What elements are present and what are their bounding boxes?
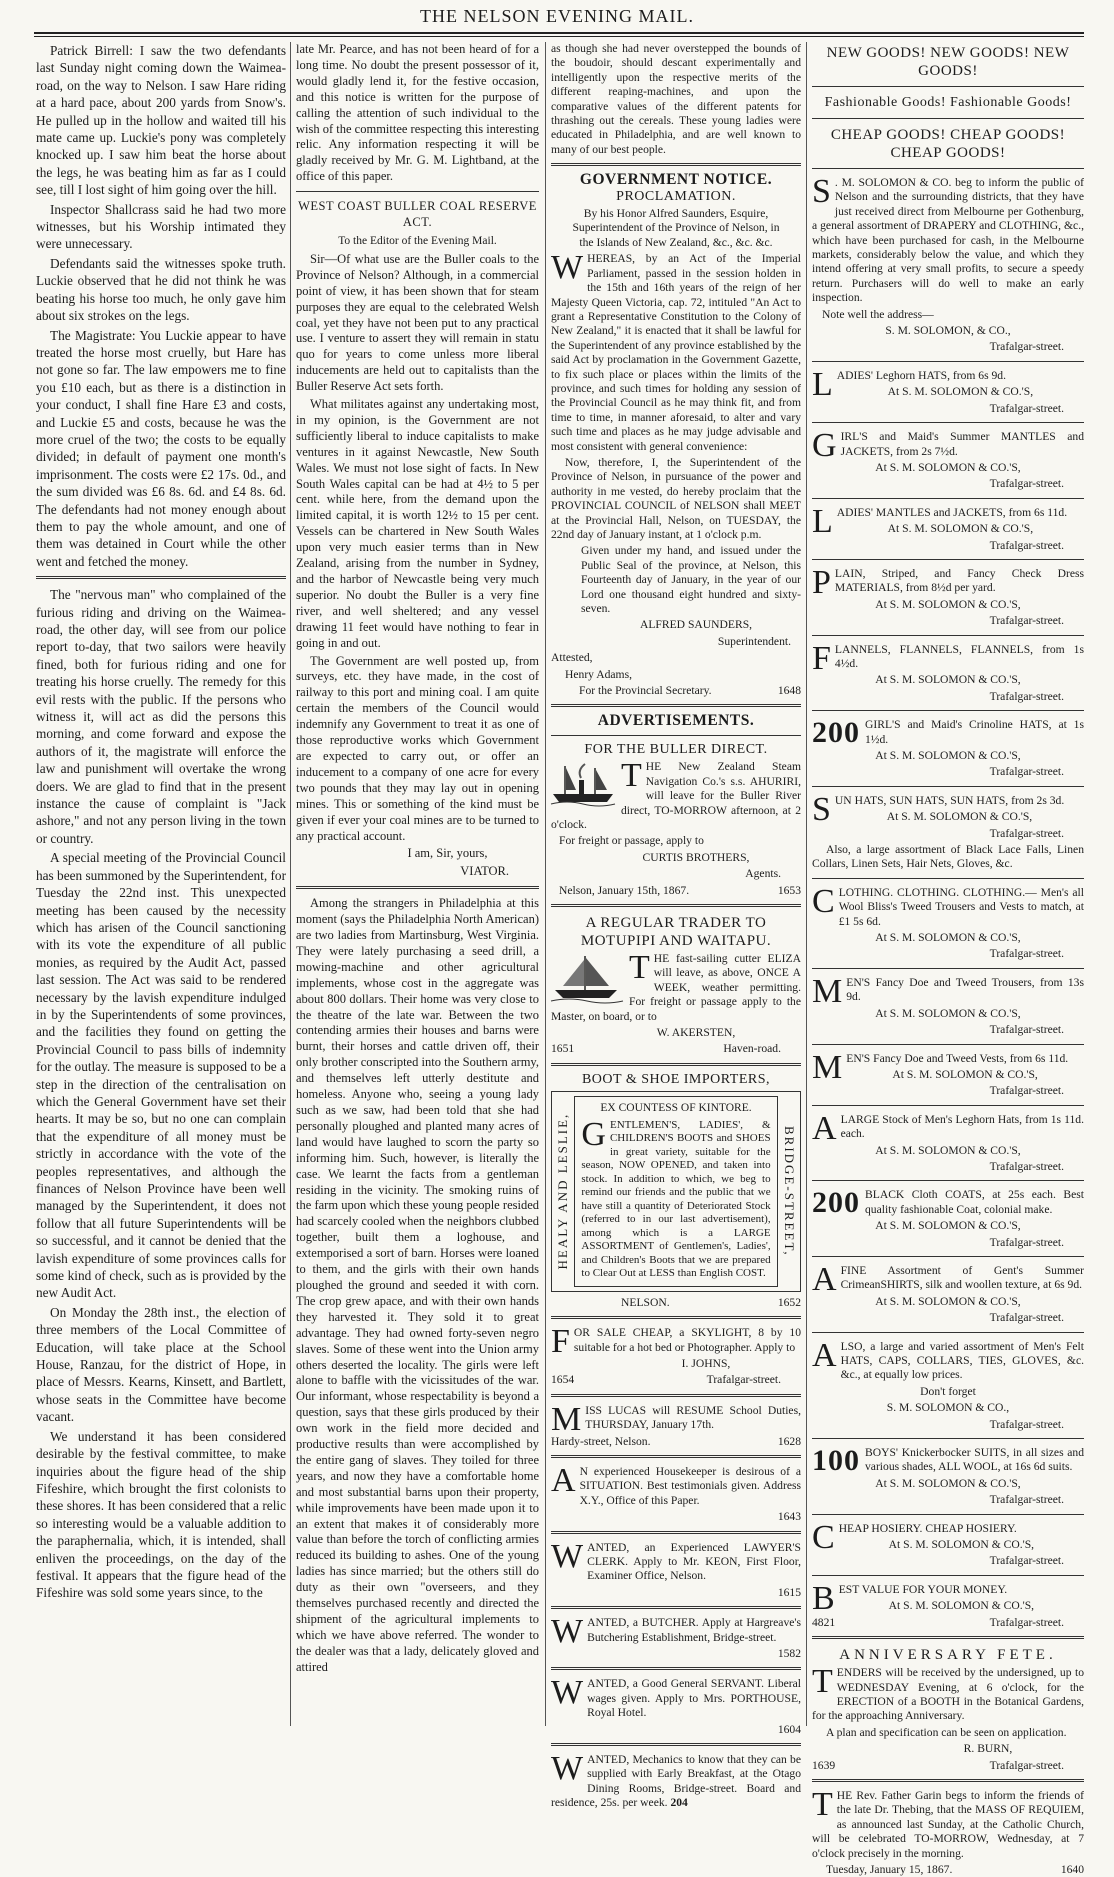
drop-cap: G xyxy=(581,1115,606,1153)
solomon-ad xyxy=(812,1109,1084,1175)
ad-at: At S. M. SOLOMON & CO.'S, xyxy=(892,1067,1038,1081)
ad-number: 1639 xyxy=(812,1758,836,1772)
section-rule xyxy=(812,1256,1084,1257)
solomon-intro xyxy=(812,173,1084,306)
section-rule xyxy=(812,878,1084,879)
solomon-address: S. M. SOLOMON, & CO., xyxy=(885,324,1011,338)
ad-street: Trafalgar-street. xyxy=(989,1023,1064,1037)
solomon-ad xyxy=(812,1336,1084,1432)
drop-cap: F xyxy=(812,639,831,677)
solomon-ad xyxy=(812,1518,1084,1569)
article-paragraph: A special meeting of the Provincial Council has been summoned by the Superintendent, for Tuesday the 22nd inst. This unexpected meeting has been caused by the necessity which has arisen of the Council sanctioning with its vote the expenditure of all public monies, as required by the Audit Act, passed last session. The Act was said to be rendered necessary by the lavish expenditure indulged in by the Superintendents of some provinces, and the facilities they found on getting the Provincial Council to pass bills of indemnity for the outlay. The measure is supposed to be a step in the direction of the centralisation on which the General Government have set their hearts. It may be so, but no one can complain that the expenditure of all money must be strictly in accordance with the vote of the peoples representatives, and although the finances of Nelson Province have been well managed by the Superintendent, it does not follow that all future Superintendents will be so successful, and it cannot be denied that the lavish expenditure of some provinces calls for some kind of check, such as is provided by the new Audit Act. xyxy=(36,850,286,1301)
section-rule xyxy=(812,1636,1084,1639)
ad-street: Trafalgar-street. xyxy=(989,765,1064,779)
drop-cap: B xyxy=(812,1579,835,1617)
ad-number: 1648 xyxy=(777,684,801,698)
ad-text: LSO, a large and varied assortment of Men's Felt HATS, CAPS, COLLARS, TIES, GLOVES, &c. &c., at equally low prices. xyxy=(840,1339,1084,1382)
letter-paragraph: What militates against any undertaking most, in my opinion, is the Government are not sufficiently liberal to induce capitalists to make ventures in it against Newcastle, New South Wales. We must not lose sight of facts. In New South Wales capital can be had at 4½ to 5 per cent. while here, from the demand upon the limited capital, it is worth 12½ to 15 per cent. Vessels can be chartered in New South Wales upon very much easier terms than in New Zealand, arising from the number in Sydney, and the harbor of Newcastle being very much superior. No doubt the Buller is a very fine river, and well sheltered; and any vessel drawing 11 feet would have nothing to fear in going in and out. xyxy=(296,397,539,650)
fete-text: ENDERS will be received by the undersigned, up to WEDNESDAY Evening, at 6 o'clock, for the ERECTION of a BOOTH in the Botanical Gardens, for the approaching Anniversary. xyxy=(812,1666,1084,1723)
section-rule xyxy=(812,1332,1084,1333)
drop-cap: C xyxy=(812,1518,835,1556)
buller-ad xyxy=(551,757,801,832)
ad-number: 1640 xyxy=(1060,1862,1084,1876)
ad-street: Trafalgar-street. xyxy=(989,1235,1064,1249)
section-rule xyxy=(812,422,1084,423)
fashionable-heading: Fashionable Goods! Fashionable Goods! xyxy=(824,95,1072,110)
ad-text: BOYS' Knickerbocker SUITS, in all sizes and various shades, ALL WOOL, at 16s 6d suits. xyxy=(865,1446,1084,1474)
ad-text: FINE Assortment of Gent's Summer CrimeanSHIRTS, silk and woollen texture, at 6s 9d. xyxy=(840,1263,1084,1292)
ad-at: At S. M. SOLOMON & CO.'S, xyxy=(888,1599,1035,1613)
ad-street: Trafalgar-street. xyxy=(989,1159,1064,1173)
sailing-ship-icon xyxy=(551,954,623,1006)
trader-ad xyxy=(551,948,801,1024)
requiem-text: HE Rev. Father Garin begs to inform the friends of the late Dr. Thebing, that the MASS OF REQUIEM, as announced last Sunday, at the Catholic Church, will be celebrated TO-MORROW, Wednesday, at 7 o'clock precisely in the morning. xyxy=(812,1788,1084,1860)
section-rule xyxy=(551,1455,801,1458)
section-rule xyxy=(812,1105,1084,1106)
solomon-ad xyxy=(812,365,1084,416)
masthead-rule-thin xyxy=(34,36,1084,37)
address-note: Note well the address— xyxy=(822,307,934,321)
ad-number: 1615 xyxy=(777,1585,801,1599)
drop-cap: W xyxy=(551,1674,584,1712)
lawyer-text: ANTED, an Experienced LAWYER'S CLERK. Apply to Mr. KEON, First Floor, Examiner Office, Nelson. xyxy=(587,1540,801,1583)
drop-cap: T xyxy=(812,1663,833,1701)
numeral-200: 200 xyxy=(812,1186,860,1220)
ad-number: 1604 xyxy=(777,1722,801,1736)
section-rule xyxy=(812,168,1084,169)
ad-text: LAIN, Striped, and Fancy Check Dress MATERIALS, from 8½d per yard. xyxy=(834,566,1084,595)
box-text xyxy=(581,1115,771,1281)
box-side-left: HEALY AND LESLIE, xyxy=(555,1113,570,1270)
lucas-address: Hardy-street, Nelson. xyxy=(551,1434,651,1448)
section-rule xyxy=(812,786,1084,787)
trader-heading: A REGULAR TRADER TO MOTUPIPI AND WAITAPU. xyxy=(580,914,772,949)
section-rule xyxy=(812,635,1084,636)
section-rule xyxy=(812,1514,1084,1515)
ad-at: At S. M. SOLOMON & CO.'S, xyxy=(875,1476,1021,1490)
proclamation-text: HEREAS, by an Act of the Imperial Parliament, passed in the session holden in the 15th and 16th years of the reign of her Majesty Queen Victoria, cap. 72, intituled "An Act to grant a Representative Constitution to the Colony of New Zealand," it is enacted that it shall be lawful for the Superintendent of any province established by the said Act by proclamation in the Government Gazette, to fix such place or places within the limits of the province, and such times for holding any session of the Provincial Council as he may think fit, and from time to time, in manner aforesaid, to alter and vary such time and places as he may judge advisable and most consistent with general convenience: xyxy=(551,252,801,453)
drop-cap: T xyxy=(621,757,642,795)
ad-text: LARGE Stock of Men's Leghorn Hats, from 1s 11d. each. xyxy=(840,1112,1084,1141)
article-paragraph: On Monday the 28th inst., the election of three members of the Local Committee of Education, will take place at the School House, Ranzau, for the district of Hope, in place of Messrs. Kearns, Kinsett, and Bartlett, whose seats in the Committee have become vacant. xyxy=(36,1304,286,1425)
ad-at: At S. M. SOLOMON & CO.'S, xyxy=(875,1143,1021,1157)
drop-cap: C xyxy=(812,882,835,920)
buller-heading: FOR THE BULLER DIRECT. xyxy=(584,741,768,757)
skylight-text: OR SALE CHEAP, a SKYLIGHT, 8 by 10 suitable for a hot bed or Photographer. Apply to xyxy=(573,1326,801,1354)
column-divider xyxy=(290,42,291,1726)
box-side-right: BRIDGE-STREET, xyxy=(782,1126,797,1257)
proclamation-now: Now, therefore, I, the Superintendent of the Province of Nelson, in pursuance of the power and authority in me vested, do hereby proclaim that the PROVINCIAL COUNCIL of NELSON shall MEET at the Provincial Hall, Nelson, on TUESDAY, the 22nd day of January instant, at 1 o'clock p.m. xyxy=(551,455,801,541)
buller-date: Nelson, January 15th, 1867. xyxy=(559,883,690,897)
solomon-ad xyxy=(812,1188,1084,1250)
section-rule xyxy=(812,498,1084,499)
ad-number: 1651 xyxy=(551,1042,575,1056)
section-rule xyxy=(551,1531,801,1534)
ad-dont-forget: Don't forget xyxy=(920,1384,976,1398)
drop-cap: M xyxy=(812,972,843,1010)
section-rule xyxy=(551,1394,801,1397)
ad-number: 204 xyxy=(670,1796,688,1810)
section-rule xyxy=(812,1044,1084,1045)
ad-street: Trafalgar-street. xyxy=(989,947,1064,961)
ad-at: At S. M. SOLOMON & CO.'S, xyxy=(887,385,1034,399)
proclamation-signature-title: Superintendent. xyxy=(717,634,791,648)
proclamation-heading: PROCLAMATION. xyxy=(616,188,736,204)
masthead: THE NELSON EVENING MAIL. xyxy=(420,6,694,26)
solomon-street: Trafalgar-street. xyxy=(989,340,1064,354)
solomon-ad xyxy=(812,718,1084,780)
drop-cap: W xyxy=(551,1613,584,1651)
proclamation-given: Given under my hand, and issued under the Public Seal of the province, at Nelson, this Fourteenth day of January, in the year of our Lord one thousand eight hundred and sixty-seven. xyxy=(581,544,801,616)
ad-street: Trafalgar-street. xyxy=(989,1311,1064,1325)
section-rule xyxy=(812,710,1084,711)
ad-at: At S. M. SOLOMON & CO.'S, xyxy=(875,673,1021,687)
ad-text: IRL'S and Maid's Summer MANTLES and JACKETS, from 2s 7½d. xyxy=(840,430,1084,458)
housekeeper-ad xyxy=(551,1461,801,1508)
article-paragraph: Inspector Shallcrass said he had two more witnesses, but his Worship intimated they were unnecessary. xyxy=(36,201,286,252)
section-rule xyxy=(551,163,801,166)
ad-text: EN'S Fancy Doe and Tweed Vests, from 6s 11d. xyxy=(846,1051,1069,1065)
letter-paragraph: Sir—Of what use are the Buller coals to the Province of Nelson? Although, in a commercial point of view, it has been shown that for steam purposes they are equal to the celebrated Welsh coal, yet they have not been put to any practical use. I venture to assert they will remain in statu quo for years to come unless more liberal inducements are held out to capitalists than the Buller Reserve Act sets forth. xyxy=(296,251,539,394)
requiem-ad xyxy=(812,1785,1084,1861)
drop-cap: A xyxy=(812,1109,837,1147)
ad-number: 1654 xyxy=(551,1373,575,1387)
proclamation-by: By his Honor Alfred Saunders, Esquire, Superintendent of the Province of Nelson, in the Islands of New Zealand, &c., &c. &c. xyxy=(572,207,780,249)
ad-text: HEAP HOSIERY. CHEAP HOSIERY. xyxy=(838,1521,1017,1535)
ad-street: Trafalgar-street. xyxy=(989,1417,1064,1431)
ad-text: ADIES' MANTLES and JACKETS, from 6s 11d. xyxy=(836,505,1068,519)
section-rule xyxy=(551,1316,801,1319)
ad-text: UN HATS, SUN HATS, SUN HATS, from 2s 3d. xyxy=(834,793,1065,807)
section-rule xyxy=(812,968,1084,969)
ad-at: At S. M. SOLOMON & CO.'S, xyxy=(875,1006,1021,1020)
butcher-text: ANTED, a BUTCHER. Apply at Hargreave's Butchering Establishment, Bridge-street. xyxy=(587,1616,801,1644)
drop-cap: L xyxy=(812,502,833,540)
section-rule xyxy=(296,886,539,889)
buller-freight: For freight or passage, apply to xyxy=(559,834,704,848)
ad-number: 1628 xyxy=(777,1434,801,1448)
section-rule xyxy=(36,576,286,579)
housekeeper-text: N experienced Housekeeper is desirous of a SITUATION. Best testimonials given. Address X.Y., Office of this Paper. xyxy=(579,1464,801,1507)
solomon-ad xyxy=(812,882,1084,962)
article-paragraph: The "nervous man" who complained of the furious riding and driving on the Waimea-road, the other day, will see from our police report to-day, that two sailors were heavily fined, both for furious riding and one for treating his horse cruelly. The remedy for this evil rests with the public. If the persons who witness it, will act as did the persons this morning, and come forward and expose the authors of it, the magistrate will enforce the law and punishment will overtake the wrong doers. We are glad to find that in the present instance the cause of complaint is "Jack ashore," and not any person living in the town or country. xyxy=(36,587,286,846)
solomon-ad xyxy=(812,1446,1084,1508)
trader-agent: W. AKERSTEN, xyxy=(656,1025,736,1039)
letter-close: I am, Sir, yours, xyxy=(407,846,488,861)
article-paragraph: The Magistrate: You Luckie appear to have treated the horse most cruelly, but Hare has not gone so far. The law empowers me to fine you £10 each, but as there is a distinction in your conduct, I shall fine Hare £3 and costs, and Luckie £5 and costs, because he was the more cruel of the two; the costs to be equally divided; in default of payment one month's imprisonment. The costs were £2 17s. 0d., and the sum divided was £6 8s. 6d. and £4 8s. 6d. The defendants had not money enough about them to pay the whole amount, and one of them was detained in Court while the other went and fetched the money. xyxy=(36,327,286,569)
buller-agent: CURTIS BROTHERS, xyxy=(642,850,750,864)
drop-cap: F xyxy=(551,1323,570,1361)
article-paragraph: late Mr. Pearce, and has not been heard of for a long time. No doubt the present possessor of it, would gladly lend it, for the festive occasion, and this notice is written for the purpose of calling the attention of such individual to the wish of the committee respecting this interesting relic. Any information respecting it will be gladly received by Mr. G. M. Lightband, at the office of this paper. xyxy=(296,42,539,184)
ad-address: S. M. SOLOMON & CO., xyxy=(886,1401,1010,1415)
section-rule xyxy=(812,559,1084,560)
letter-addressee: To the Editor of the Evening Mail. xyxy=(338,234,497,247)
drop-cap: G xyxy=(812,427,837,465)
fete-ad xyxy=(812,1663,1084,1724)
attested-name: Henry Adams, xyxy=(565,667,632,681)
ad-number: 1652 xyxy=(777,1295,801,1309)
box-body: ENTLEMEN'S, LADIES', & CHILDREN'S BOOTS and SHOES in great variety, suitable for the season, NOW OPENED, and taken into stock. In addition to which, we beg to remind our friends and the public that we have still a quantity of Deteriorated Stock (referred to in our last advertisement), among which is a LARGE ASSORTMENT of Gentlemen's, Ladies', and Children's Boots that we are prepared to Clear Out at LESS than English COST. xyxy=(581,1118,771,1280)
section-rule xyxy=(551,735,801,736)
boot-shoe-box xyxy=(551,1091,801,1292)
section-rule xyxy=(551,704,801,707)
drop-cap: S xyxy=(812,173,831,210)
ad-text: BLACK Cloth COATS, at 25s each. Best quality fashionable Coat, colonial make. xyxy=(865,1188,1084,1216)
drop-cap: M xyxy=(812,1048,843,1086)
fete-plan: A plan and specification can be seen on application. xyxy=(826,1725,1067,1739)
drop-cap: T xyxy=(812,1785,833,1823)
ad-at: At S. M. SOLOMON & CO.'S, xyxy=(888,1538,1035,1552)
solomon-intro-text: . M. SOLOMON & CO. beg to inform the public of Nelson and the surrounding districts, that they have just received direct from Melbourne per Gothenburg, a general assortment of DRAPERY and CLOTHING, &c., which have been purchased for cash, in the Melbourne markets, considerably below the value, and which they intend offering at very small profits, to secure a speedy return. Purchasers will do well to make an early inspection. xyxy=(812,176,1084,305)
solomon-ad xyxy=(812,502,1084,553)
section-rule xyxy=(812,1438,1084,1439)
column-3 xyxy=(551,42,801,1810)
ad-at: At S. M. SOLOMON & CO.'S, xyxy=(875,931,1021,945)
ad-street: Trafalgar-street. xyxy=(989,1554,1064,1568)
ad-at: At S. M. SOLOMON & CO.'S, xyxy=(875,1294,1021,1308)
section-rule xyxy=(551,1743,801,1746)
article-paragraph: as though she had never overstepped the bounds of the boudoir, should descant experimentally and intelligently upon the respective merits of the different reaping-machines, and upon the comparative values of the different patents for thrashing out the cereals. These young ladies were educated in Philadelphia, and are well known to many of our best people. xyxy=(551,42,801,156)
ad-number: 4821 xyxy=(812,1615,836,1629)
article-paragraph: We understand it has been considered desirable by the festival committee, to make inquiries about the figure head of the ship Fifeshire, which brought the first colonists to these shores. It has been considered that a relic so interesting would be a valuable addition to the paraphernalia, which, it is intended, shall enliven the proceedings, on the day of the festival. It appears that the figure head of the Fifeshire was sold some years since, to the xyxy=(36,1428,286,1601)
ad-number: 1643 xyxy=(777,1510,801,1524)
drop-cap: P xyxy=(812,563,831,601)
trader-address: Haven-road. xyxy=(723,1042,781,1056)
ad-text: EN'S Fancy Doe and Tweed Trousers, from 13s 9d. xyxy=(846,975,1084,1004)
government-notice-heading: GOVERNMENT NOTICE. xyxy=(579,171,773,189)
proclamation-signature: ALFRED SAUNDERS, xyxy=(639,618,753,632)
ad-street: Trafalgar-street. xyxy=(989,826,1064,840)
solomon-ad xyxy=(812,563,1084,629)
skylight-address: Trafalgar-street. xyxy=(706,1373,781,1387)
trader-text: HE fast-sailing cutter ELIZA will leave, as above, ONCE A WEEK, weather permitting. For freight or passage apply to the Master, on board, or to xyxy=(551,951,801,1023)
section-rule xyxy=(812,1180,1084,1181)
skylight-ad xyxy=(551,1323,801,1361)
ad-at: At S. M. SOLOMON & CO.'S, xyxy=(875,460,1021,474)
solomon-ad xyxy=(812,427,1084,492)
ad-at: At S. M. SOLOMON & CO.'S, xyxy=(887,522,1034,536)
box-title: EX COUNTESS OF KINTORE. xyxy=(600,1102,752,1115)
section-rule xyxy=(551,1667,801,1670)
section-rule xyxy=(551,1063,801,1066)
ad-street: Trafalgar-street. xyxy=(989,1084,1064,1098)
drop-cap: L xyxy=(812,365,833,403)
attested-title: For the Provincial Secretary. xyxy=(579,684,712,698)
section-rule xyxy=(551,904,801,907)
boot-heading: BOOT & SHOE IMPORTERS, xyxy=(581,1071,771,1087)
ad-street: Trafalgar-street. xyxy=(989,401,1064,415)
ad-at: At S. M. SOLOMON & CO.'S, xyxy=(875,1219,1021,1233)
ad-at: At S. M. SOLOMON & CO.'S, xyxy=(875,597,1021,611)
lawyer-ad xyxy=(551,1537,801,1584)
ad-text: LOTHING. CLOTHING. CLOTHING.— Men's all Wool Bliss's Tweed Trousers and Vests to match, at £1 5s 6d. xyxy=(838,885,1084,928)
drop-cap: A xyxy=(812,1336,837,1374)
ad-number: 1653 xyxy=(777,883,801,897)
new-goods-heading: NEW GOODS! NEW GOODS! NEW GOODS! xyxy=(826,45,1070,79)
article-paragraph: Defendants said the witnesses spoke truth. Luckie observed that he did not think he was beating his horse too much, he only gave him about six strokes on the legs. xyxy=(36,255,286,324)
ad-number: 1582 xyxy=(777,1647,801,1660)
section-rule xyxy=(812,86,1084,87)
numeral-200: 200 xyxy=(812,716,860,750)
ad-at: At S. M. SOLOMON & CO.'S, xyxy=(875,749,1021,762)
boot-nelson: NELSON. xyxy=(621,1295,670,1309)
ad-text: ADIES' Leghorn HATS, from 6s 9d. xyxy=(836,368,1006,382)
advertisements-heading: ADVERTISEMENTS. xyxy=(597,712,755,730)
buller-agents-label: Agents. xyxy=(745,867,781,881)
attested-label: Attested, xyxy=(551,651,593,665)
buller-text: HE New Zealand Steam Navigation Co.'s s.s. AHURIRI, will leave for the Buller River direct, TO-MORROW afternoon, at 2 o'clock. xyxy=(551,760,801,831)
drop-cap: M xyxy=(551,1400,582,1438)
butcher-ad xyxy=(551,1613,801,1651)
steamship-icon xyxy=(551,762,615,808)
column-divider xyxy=(806,42,807,1726)
drop-cap: A xyxy=(812,1260,837,1298)
servant-ad xyxy=(551,1674,801,1720)
proclamation-whereas xyxy=(551,249,801,454)
fete-sign: R. BURN, xyxy=(963,1742,1013,1756)
skylight-agent: I. JOHNS, xyxy=(681,1356,731,1370)
ad-at: At S. M. SOLOMON & CO.'S, xyxy=(886,810,1033,824)
drop-cap: A xyxy=(551,1461,576,1499)
ad-street: Trafalgar-street. xyxy=(989,689,1064,703)
ad-street: Trafalgar-street. xyxy=(989,1493,1064,1507)
letter-paragraph: The Government are well posted up, from surveys, etc. they have made, in the cost of railway to this port and mining coal. I am quite certain the members of the Council would indemnify any Government to treat it as one of those reproductive works which Government are expected to carry out, or offer an inducement to a company of one acre for every two pounds that they may lay out in opening mines. This or something of the kind must be given if ever your coal mines are to be turned to any practical account. xyxy=(296,653,539,843)
section-rule xyxy=(296,191,539,192)
ad-text: GIRL'S and Maid's Crinoline HATS, at 1s 1½d. xyxy=(865,718,1084,746)
column-2 xyxy=(296,42,539,1726)
lucas-ad xyxy=(551,1400,801,1438)
ad-text: LANNELS, FLANNELS, FLANNELS, from 1s 4½d. xyxy=(834,642,1084,670)
solomon-ad xyxy=(812,972,1084,1038)
solomon-ad xyxy=(812,639,1084,705)
column-1 xyxy=(36,42,286,1726)
article-paragraph: Patrick Birrell: I saw the two defendants last Sunday night coming down the Waimea-road, on the way to Nelson. I saw Hare riding at a hard pace, about 200 yards from Snow's. He pulled up in the hollow and waited till his mate came up. Luckie's pony was completely knocked up. I saw him beat the horse about the legs, he was beating him as far as I could see, till I lost sight of him going over the hill. xyxy=(36,43,286,198)
drop-cap: W xyxy=(551,1537,584,1575)
section-rule xyxy=(551,1606,801,1609)
section-rule xyxy=(812,1779,1084,1782)
ad-street: Trafalgar-street. xyxy=(989,477,1064,491)
ad-text-extra: Also, a large assortment of Black Lace Falls, Linen Collars, Linen Sets, Hair Nets, Gloves, &c. xyxy=(812,843,1084,871)
drop-cap: W xyxy=(551,1750,584,1788)
solomon-ad xyxy=(812,790,1084,872)
fete-street: Trafalgar-street. xyxy=(989,1758,1064,1772)
mechanics-ad xyxy=(551,1750,801,1811)
mechanics-text: ANTED, Mechanics to know that they can be supplied with Early Breakfast, at the Otago Dining Rooms, Bridge-street. Board and residence, 25s. per week. xyxy=(551,1753,801,1810)
ad-street: Trafalgar-street. xyxy=(989,614,1064,628)
cheap-goods-heading: CHEAP GOODS! CHEAP GOODS! CHEAP GOODS! xyxy=(830,127,1066,161)
column-4 xyxy=(812,42,1084,1876)
solomon-ad xyxy=(812,1579,1084,1630)
drop-cap: S xyxy=(812,790,831,828)
letter-signature: VIATOR. xyxy=(460,864,509,879)
solomon-ad xyxy=(812,1260,1084,1326)
ad-text: EST VALUE FOR YOUR MONEY. xyxy=(838,1582,1008,1596)
box-content xyxy=(574,1096,777,1287)
section-rule xyxy=(812,1575,1084,1576)
ad-street: Trafalgar-street. xyxy=(989,1615,1064,1629)
letter-heading: WEST COAST BULLER COAL RESERVE ACT. xyxy=(298,199,537,230)
column-divider xyxy=(545,42,546,1726)
numeral-100: 100 xyxy=(812,1444,860,1478)
servant-text: ANTED, a Good General SERVANT. Liberal wages given. Apply to Mrs. PORTHOUSE, Royal Hotel. xyxy=(587,1677,801,1720)
section-rule xyxy=(812,361,1084,362)
drop-cap: T xyxy=(629,948,650,986)
masthead-rule xyxy=(34,32,1084,34)
section-rule xyxy=(812,118,1084,119)
fete-heading: ANNIVERSARY FETE. xyxy=(839,1647,1057,1664)
solomon-ad xyxy=(812,1048,1084,1099)
article-paragraph: Among the strangers in Philadelphia at this moment (says the Philadelphia North American) are two ladies from Martinsburg, West Virginia. They were lately purchasing a seed drill, a mowing-machine and other agricultural implements, whose cost in the aggregate was about 800 dollars. Their home was very close to the theatre of the late war. Between the two contending armies their houses and barns were burnt, their horses and cattle driven off, their only brother conscripted into the Southern army, and themselves left utterly destitute and homeless. Anyone who, seeing a young lady such as we saw, had been told that she had personally ploughed and planted many acres of land would have laughed to scorn the party so informing him. Such, however, is literally the case. We learnt the facts from a gentleman residing in the vicinity. The smoking ruins of the farm upon which these young people resided had scarcely cooled when the neighbors clubbed together, built them a loghouse, and extemporised a sort of barn. Horses were loaned to them, and the girls with their own hands ploughed the ground and seeded it with corn. The crop grew apace, and with their own hands they harvested it. They sold it to great advantage. They had owned forty-seven negro slaves. Some of these went into the Union army others deserted the locality. The girls were left alone to baffle with the vicissitudes of the war. Our informant, whose respectability is beyond a question, says that these girls produced by their own work in the field more decided and productive results than were accomplished by the entire gang of slaves. They toiled for three years, and now they have a comfortable home and most substantial barns upon their property, while improvements have been made upon it to an extent that makes it of considerably more value than before the torch of conflicting armies reduced its building to ashes. One of the young ladies has since married; but the others still do duty as their own "overseers, and they themselves purchased recently and directed the shipment of the agricultural implements to which we have above referred. The wonder to the dealer was that a lady, delicately gloved and attired xyxy=(296,896,539,1674)
lucas-text: ISS LUCAS will RESUME School Duties, THURSDAY, January 17th. xyxy=(585,1403,801,1432)
drop-cap: W xyxy=(551,249,584,287)
ad-street: Trafalgar-street. xyxy=(989,538,1064,552)
requiem-date: Tuesday, January 15, 1867. xyxy=(826,1862,953,1876)
